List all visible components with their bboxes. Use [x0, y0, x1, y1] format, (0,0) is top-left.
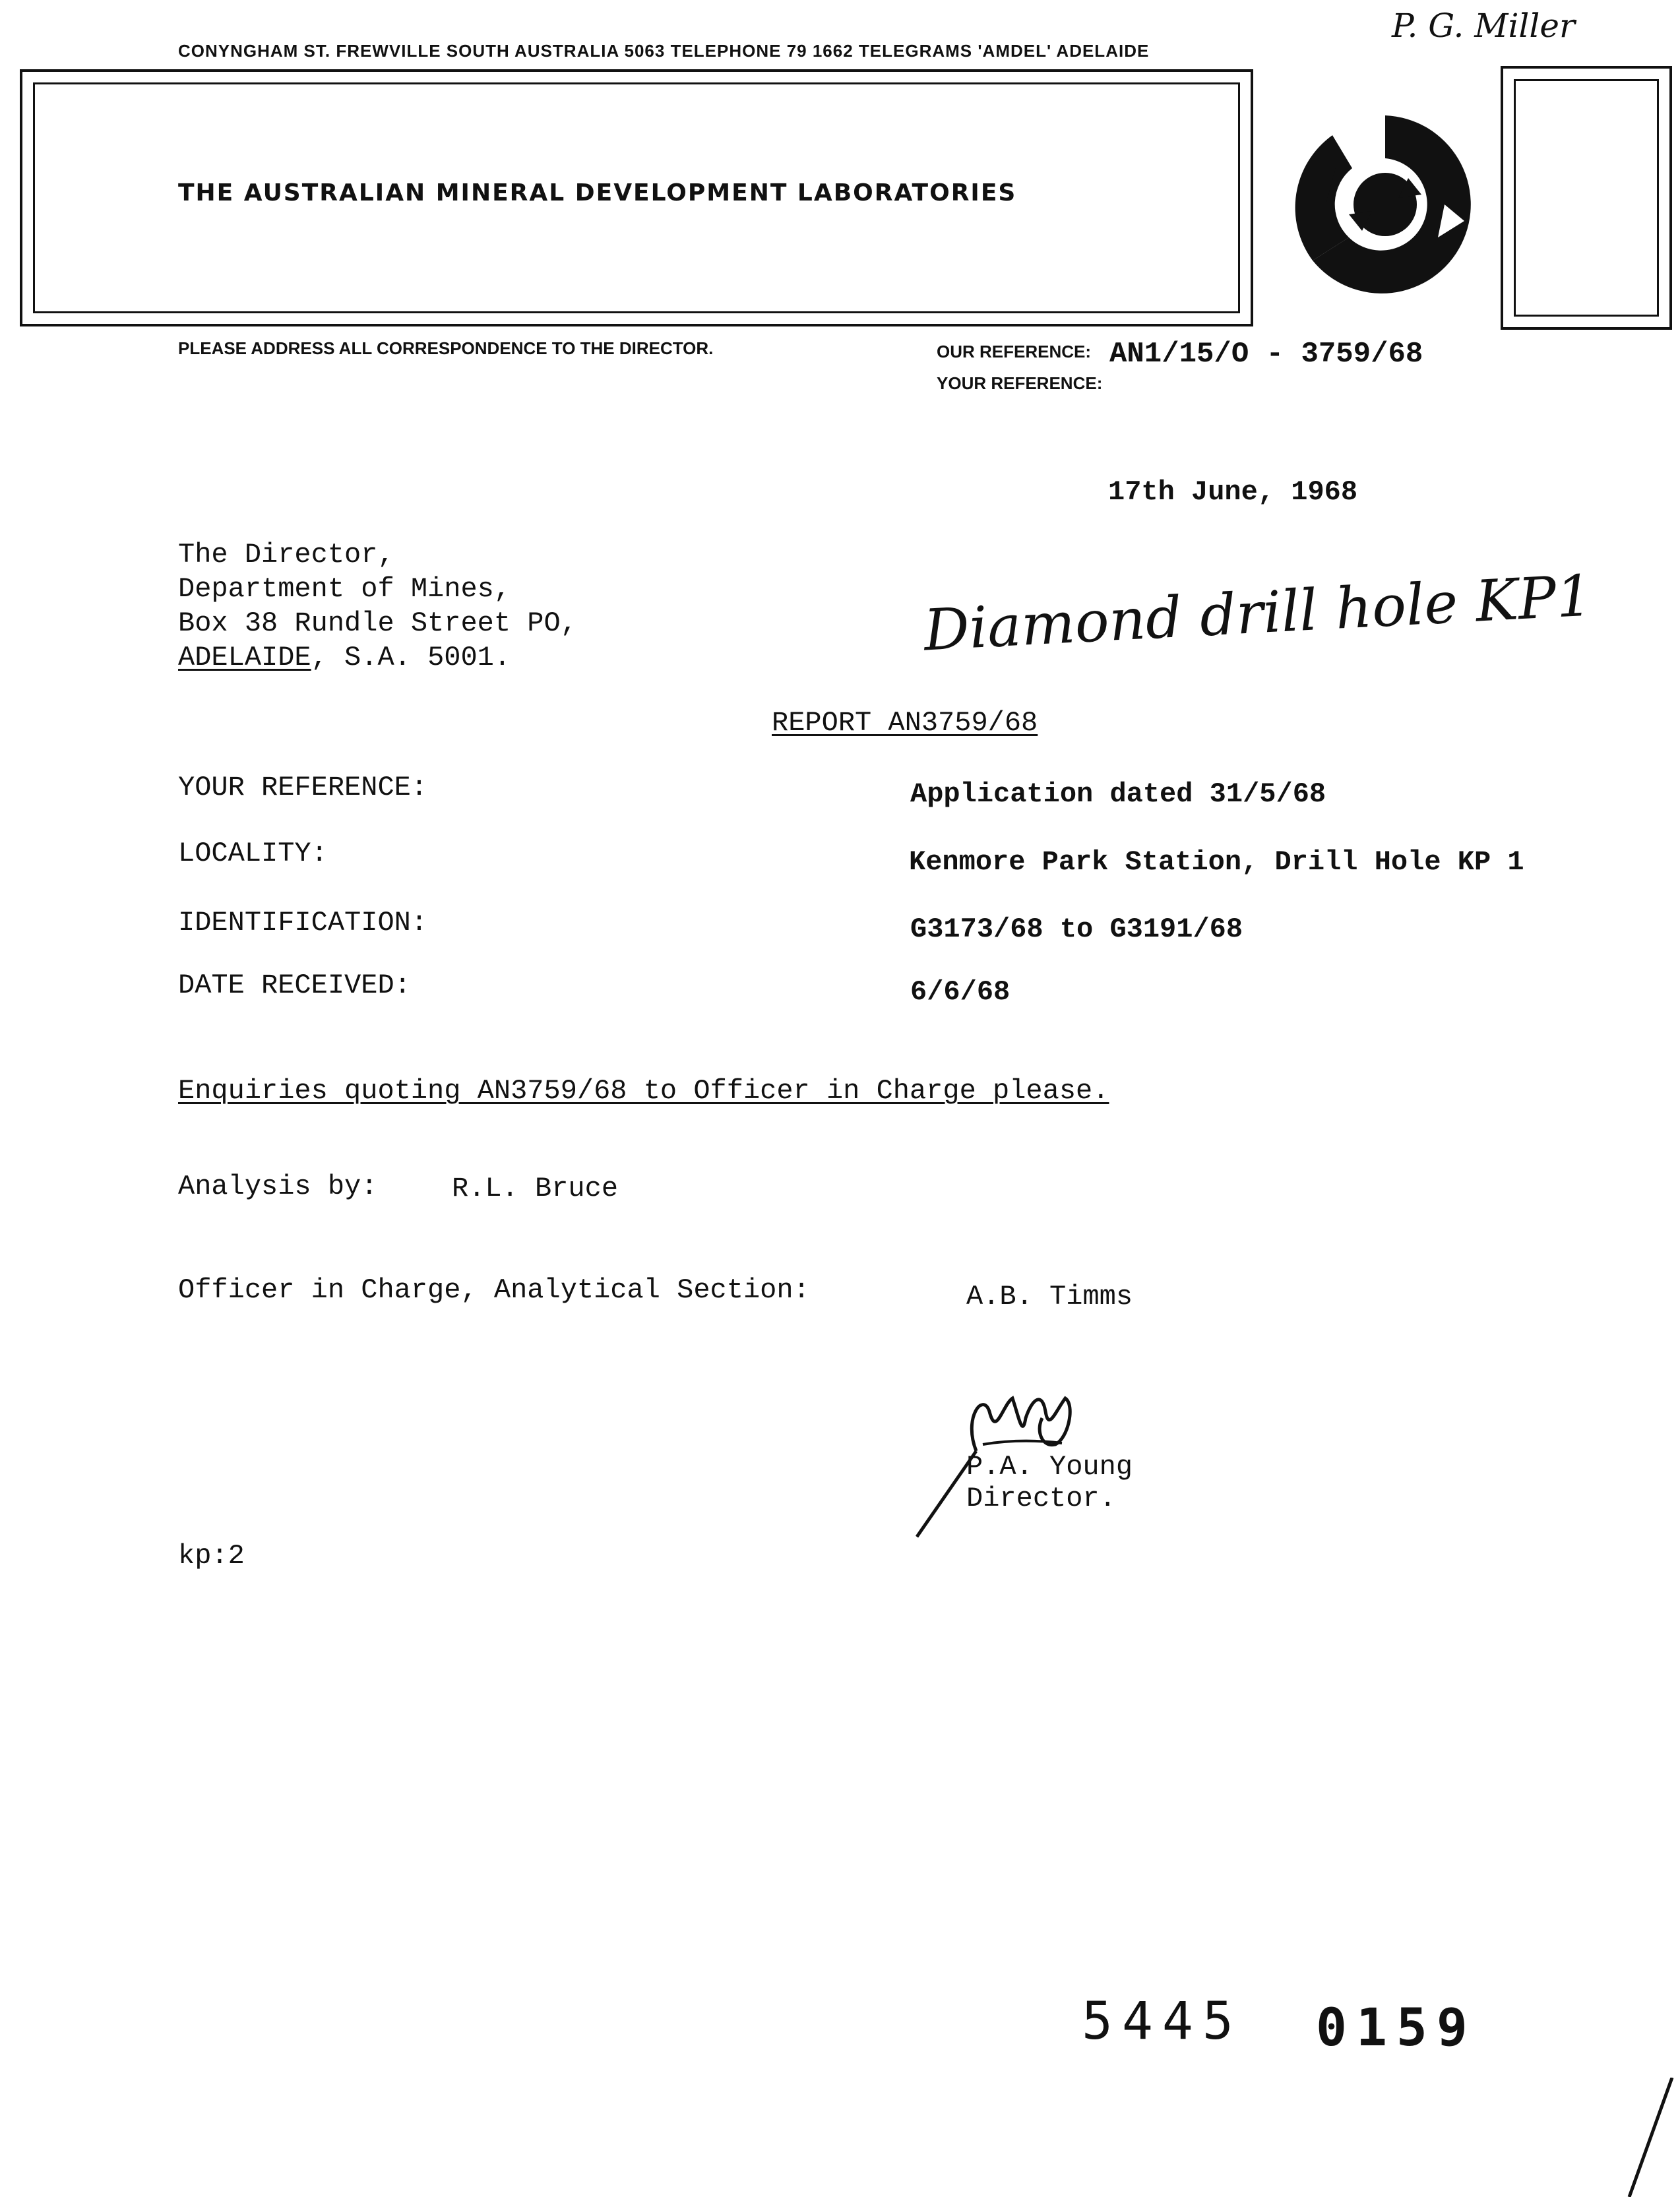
recipient-line-1: The Director,: [178, 539, 394, 571]
field-value-locality: Kenmore Park Station, Drill Hole KP 1: [909, 846, 1524, 878]
recipient-line-2: Department of Mines,: [178, 573, 511, 605]
correspondence-note: PLEASE ADDRESS ALL CORRESPONDENCE TO THE DIRECTOR.: [178, 338, 714, 358]
handwritten-note: Diamond drill hole KP1: [922, 563, 1594, 664]
field-value-identification: G3173/68 to G3191/68: [910, 913, 1243, 945]
analysis-label: Analysis by:: [178, 1171, 378, 1202]
stamp-number-left: 5445: [1082, 1992, 1243, 2051]
edge-mark: [1609, 2078, 1675, 2197]
analysis-name: R.L. Bruce: [452, 1173, 619, 1204]
signatory-name: P.A. Young: [966, 1451, 1133, 1483]
letterhead-side-box-inner: [1514, 79, 1659, 317]
recipient-block: [178, 538, 577, 675]
signatory-title: Director.: [966, 1483, 1116, 1514]
enquiries-note: Enquiries quoting AN3759/68 to Officer in Charge please.: [178, 1075, 1109, 1107]
amdel-logo-icon: [1286, 106, 1484, 303]
handwritten-name: P. G. Miller: [1392, 7, 1575, 45]
field-label-date-received: DATE RECEIVED:: [178, 970, 411, 1001]
organization-name: THE AUSTRALIAN MINERAL DEVELOPMENT LABORATORIES: [178, 179, 1017, 206]
recipient-line-4: [178, 640, 577, 675]
letter-date: 17th June, 1968: [1108, 476, 1358, 508]
recipient-line-3: Box 38 Rundle Street PO,: [178, 607, 577, 639]
your-reference-label: YOUR REFERENCE:: [937, 373, 1103, 393]
report-title: REPORT AN3759/68: [772, 707, 1038, 739]
recipient-city-rest: , S.A. 5001.: [311, 642, 511, 673]
field-label-identification: IDENTIFICATION:: [178, 907, 428, 939]
letterhead-address: CONYNGHAM ST. FREWVILLE SOUTH AUSTRALIA 5063 TELEPHONE 79 1662 TELEGRAMS 'AMDEL' ADELAIDE: [178, 41, 1150, 61]
our-reference-value: AN1/15/O - 3759/68: [1109, 338, 1423, 371]
field-value-your-reference: Application dated 31/5/68: [910, 778, 1326, 810]
typist-reference: kp:2: [178, 1540, 245, 1572]
field-label-your-reference: YOUR REFERENCE:: [178, 772, 428, 803]
our-reference-label: OUR REFERENCE:: [937, 342, 1092, 361]
officer-label: Officer in Charge, Analytical Section:: [178, 1274, 810, 1306]
recipient-city: ADELAIDE: [178, 642, 311, 673]
field-label-locality: LOCALITY:: [178, 838, 328, 869]
field-value-date-received: 6/6/68: [910, 976, 1011, 1008]
officer-name: A.B. Timms: [966, 1281, 1133, 1313]
stamp-number-right: 0159: [1316, 1998, 1477, 2058]
